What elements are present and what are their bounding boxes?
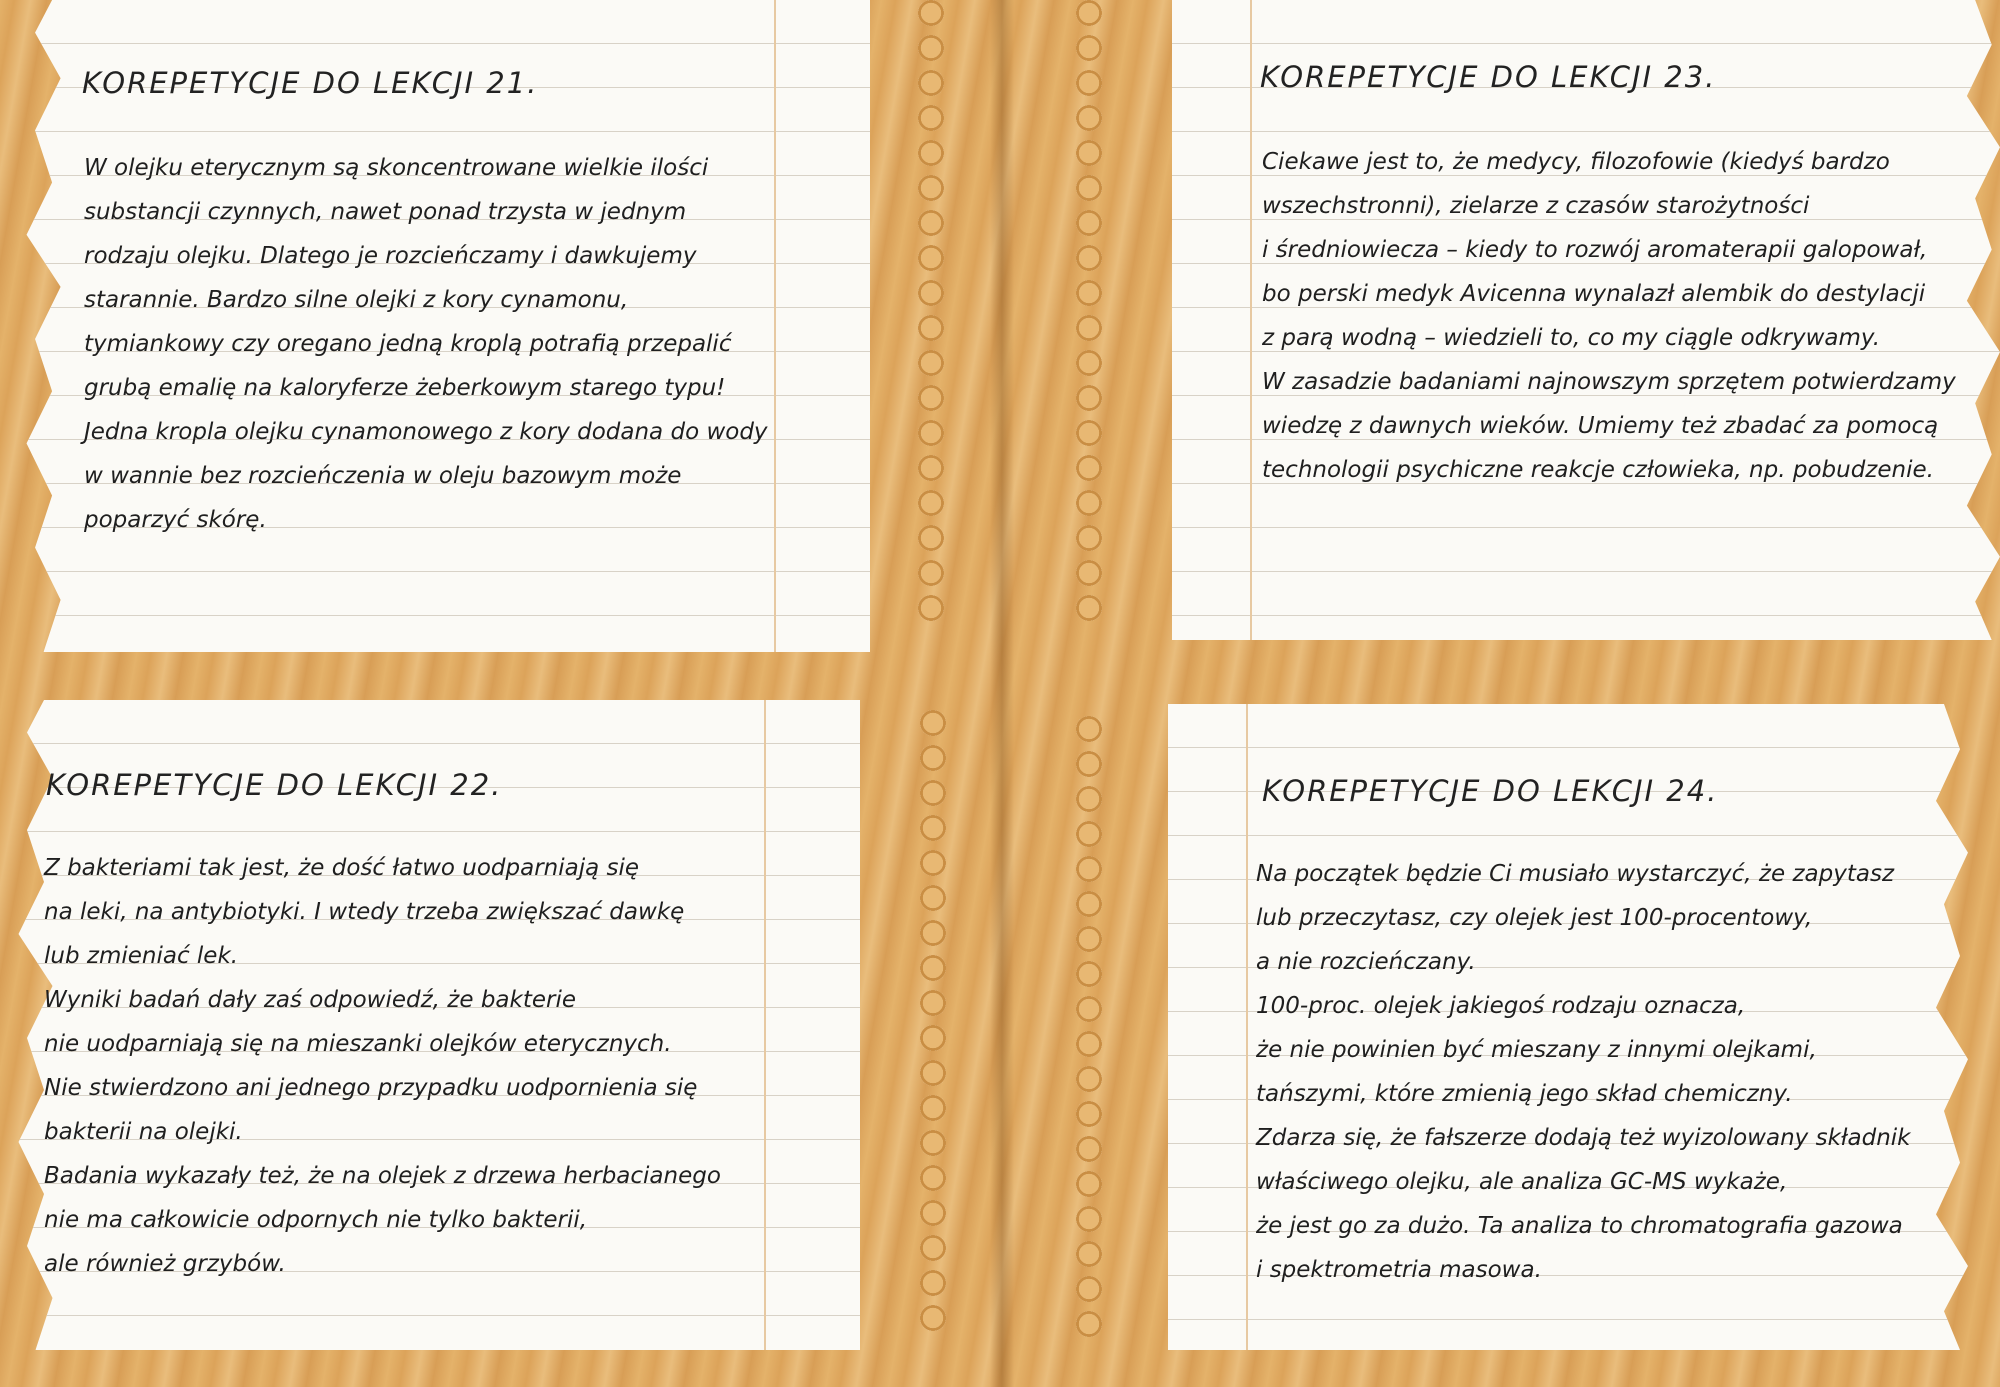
spiral-hole (920, 1165, 946, 1191)
spiral-hole (920, 1060, 946, 1086)
note-line: Na początek będzie Ci musiało wystarczyć, że zapytasz (1256, 861, 1895, 887)
spiral-hole (918, 385, 944, 411)
note-line: technologii psychiczne reakcje człowieka, np. pobudzenie. (1262, 457, 1934, 483)
note-line: Nie stwierdzono ani jednego przypadku uodpornienia się (44, 1075, 698, 1101)
spiral-holes-bottom-right (1076, 716, 1106, 1337)
spiral-hole (918, 490, 944, 516)
spiral-hole (920, 1200, 946, 1226)
spiral-hole (918, 210, 944, 236)
note-line: wiedzę z dawnych wieków. Umiemy też zbadać za pomocą (1262, 413, 1939, 439)
note-line: W olejku eterycznym są skoncentrowane wielkie ilości (84, 155, 709, 181)
note-line: że nie powinien być mieszany z innymi olejkami, (1256, 1037, 1817, 1063)
note-line: wszechstronni), zielarze z czasów starożytności (1262, 193, 1810, 219)
spiral-hole (1076, 280, 1102, 306)
note-line: Wyniki badań dały zaś odpowiedź, że bakterie (44, 987, 576, 1013)
note-title: KOREPETYCJE DO LEKCJI 24. (1262, 774, 1719, 808)
note-title: KOREPETYCJE DO LEKCJI 21. (82, 66, 539, 100)
note-line: grubą emalię na kaloryferze żeberkowym starego typu! (84, 375, 726, 401)
spiral-hole (918, 245, 944, 271)
spiral-hole (920, 745, 946, 771)
note-line: bo perski medyk Avicenna wynalazł alembik do destylacji (1262, 281, 1926, 307)
spiral-hole (1076, 105, 1102, 131)
spiral-hole (918, 560, 944, 586)
spiral-hole (918, 280, 944, 306)
spiral-hole (1076, 490, 1102, 516)
spiral-hole (1076, 961, 1102, 987)
note-line: i spektrometria masowa. (1256, 1257, 1542, 1283)
note-line: poparzyć skórę. (84, 507, 267, 533)
spiral-hole (1076, 0, 1102, 26)
spiral-hole (1076, 560, 1102, 586)
spiral-hole (1076, 996, 1102, 1022)
spiral-hole (1076, 140, 1102, 166)
spiral-hole (1076, 1206, 1102, 1232)
spiral-hole (1076, 315, 1102, 341)
spiral-hole (918, 105, 944, 131)
spiral-hole (918, 525, 944, 551)
spiral-hole (918, 175, 944, 201)
spiral-hole (920, 850, 946, 876)
note-line: Zdarza się, że fałszerze dodają też wyizolowany składnik (1256, 1125, 1911, 1151)
note-line: Badania wykazały też, że na olejek z drzewa herbacianego (44, 1163, 721, 1189)
note-body (84, 146, 784, 542)
spiral-hole (1076, 1066, 1102, 1092)
note-line: na leki, na antybiotyki. I wtedy trzeba zwiększać dawkę (44, 899, 685, 925)
note-body (1262, 140, 1992, 492)
spiral-hole (1076, 70, 1102, 96)
spiral-hole (920, 815, 946, 841)
note-line: Z bakteriami tak jest, że dość łatwo uodparniają się (44, 855, 640, 881)
spiral-hole (920, 1235, 946, 1261)
spiral-hole (1076, 1241, 1102, 1267)
spiral-hole (918, 455, 944, 481)
note-body (1256, 852, 1956, 1292)
spiral-hole (920, 990, 946, 1016)
note-line: bakterii na olejki. (44, 1119, 243, 1145)
spiral-hole (1076, 751, 1102, 777)
spiral-hole (1076, 1311, 1102, 1337)
page-fold (990, 0, 1014, 1387)
note-line: z parą wodną – wiedzieli to, co my ciągle odkrywamy. (1262, 325, 1881, 351)
note-line: lub zmieniać lek. (44, 943, 239, 969)
spiral-hole (1076, 35, 1102, 61)
note-line: nie uodparniają się na mieszanki olejków eterycznych. (44, 1031, 672, 1057)
spiral-hole (1076, 385, 1102, 411)
spiral-hole (920, 1305, 946, 1331)
spiral-hole (920, 780, 946, 806)
spiral-hole (1076, 1171, 1102, 1197)
note-line: ale również grzybów. (44, 1251, 286, 1277)
note-line: właściwego olejku, ale analiza GC-MS wykaże, (1256, 1169, 1788, 1195)
note-title: KOREPETYCJE DO LEKCJI 22. (46, 768, 503, 802)
spiral-hole (1076, 350, 1102, 376)
note-line: że jest go za dużo. Ta analiza to chromatografia gazowa (1256, 1213, 1903, 1239)
spiral-hole (920, 955, 946, 981)
note-body (44, 846, 784, 1286)
spiral-hole (1076, 926, 1102, 952)
spiral-hole (1076, 856, 1102, 882)
spiral-hole (918, 35, 944, 61)
note-line: Jedna kropla olejku cynamonowego z kory dodana do wody (84, 419, 768, 445)
spiral-hole (918, 350, 944, 376)
spiral-holes-top-left (918, 0, 948, 621)
spiral-holes-top-right (1076, 0, 1106, 621)
spiral-hole (1076, 175, 1102, 201)
spiral-hole (918, 315, 944, 341)
spiral-hole (920, 920, 946, 946)
spiral-hole (1076, 891, 1102, 917)
spiral-hole (1076, 716, 1102, 742)
spiral-holes-bottom-left (920, 710, 950, 1331)
spiral-hole (1076, 821, 1102, 847)
spiral-hole (918, 595, 944, 621)
spiral-hole (1076, 525, 1102, 551)
note-line: a nie rozcieńczany. (1256, 949, 1476, 975)
spiral-hole (918, 420, 944, 446)
spiral-hole (918, 140, 944, 166)
note-line: nie ma całkowicie odpornych nie tylko bakterii, (44, 1207, 588, 1233)
spiral-hole (1076, 245, 1102, 271)
spiral-hole (920, 1130, 946, 1156)
note-line: tymiankowy czy oregano jedną kroplą potrafią przepalić (84, 331, 732, 357)
note-line: W zasadzie badaniami najnowszym sprzętem potwierdzamy (1262, 369, 1956, 395)
spiral-hole (918, 0, 944, 26)
note-line: Ciekawe jest to, że medycy, filozofowie (kiedyś bardzo (1262, 149, 1890, 175)
spiral-hole (1076, 1031, 1102, 1057)
spiral-hole (920, 1095, 946, 1121)
note-line: rodzaju olejku. Dlatego je rozcieńczamy i dawkujemy (84, 243, 697, 269)
note-line: 100-proc. olejek jakiegoś rodzaju oznacza, (1256, 993, 1746, 1019)
note-line: substancji czynnych, nawet ponad trzysta w jednym (84, 199, 687, 225)
spiral-hole (920, 710, 946, 736)
spiral-hole (918, 70, 944, 96)
note-line: w wannie bez rozcieńczenia w oleju bazowym może (84, 463, 682, 489)
spiral-hole (1076, 210, 1102, 236)
spiral-hole (1076, 786, 1102, 812)
spiral-hole (1076, 1276, 1102, 1302)
note-line: i średniowiecza – kiedy to rozwój aromaterapii galopował, (1262, 237, 1928, 263)
spiral-hole (920, 1270, 946, 1296)
note-title: KOREPETYCJE DO LEKCJI 23. (1260, 60, 1717, 94)
note-line: tańszymi, które zmienią jego skład chemiczny. (1256, 1081, 1793, 1107)
note-line: starannie. Bardzo silne olejki z kory cynamonu, (84, 287, 629, 313)
spiral-hole (920, 1025, 946, 1051)
spiral-hole (1076, 455, 1102, 481)
spiral-hole (1076, 1101, 1102, 1127)
spiral-hole (1076, 595, 1102, 621)
spiral-hole (920, 885, 946, 911)
spiral-hole (1076, 1136, 1102, 1162)
spiral-hole (1076, 420, 1102, 446)
note-line: lub przeczytasz, czy olejek jest 100-procentowy, (1256, 905, 1813, 931)
